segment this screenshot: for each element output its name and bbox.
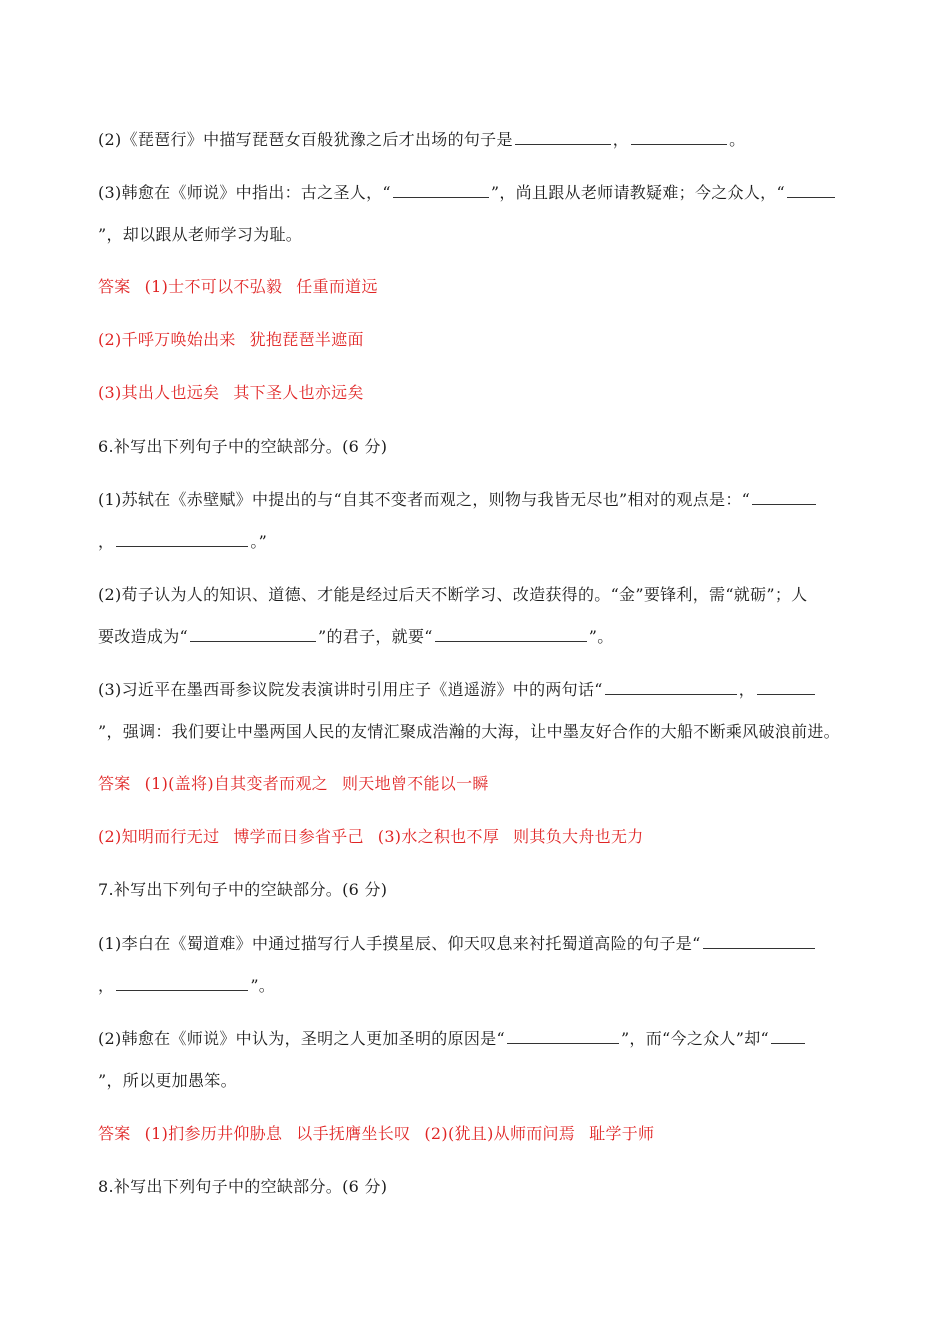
q5-answer-line3: (3)其出人也远矣 其下圣人也亦远矣 [98,383,364,402]
blank-field[interactable] [703,936,815,949]
q5-part2: (2)《琵琶行》中描写琵琶女百般犹豫之后才出场的句子是 ， 。 [98,130,746,149]
blank-field[interactable] [605,682,737,695]
q8-title: 8.补写出下列句子中的空缺部分。(6 分) [98,1177,388,1196]
blank-field[interactable] [393,185,489,198]
blank-field[interactable] [116,978,248,991]
q7-part1-line1: (1)李白在《蜀道难》中通过描写行人手摸星辰、仰天叹息来衬托蜀道高险的句子是“ [98,934,817,954]
q7-part1-line2: ， ”。 [98,976,276,995]
blank-field[interactable] [752,492,816,505]
blank-field[interactable] [771,1031,805,1044]
q7-title: 7.补写出下列句子中的空缺部分。(6 分) [98,880,388,899]
blank-field[interactable] [507,1031,619,1044]
blank-field[interactable] [435,629,587,642]
q7-part2-line1: (2)韩愈在《师说》中认为，圣明之人更加圣明的原因是“ ”，而“今之众人”却“ [98,1029,807,1049]
q6-part2-line2: 要改造成为“ ”的君子，就要“ ”。 [98,627,614,646]
q6-title: 6.补写出下列句子中的空缺部分。(6 分) [98,437,388,456]
q5-answer-line1: 答案 (1)士不可以不弘毅 任重而道远 [98,277,378,296]
answer-label: 答案 [98,1124,131,1143]
q5-answer-line2: (2)千呼万唤始出来 犹抱琵琶半遮面 [98,330,364,349]
q6-answer-line2: (2)知明而行无过 博学而日参省乎己 (3)水之积也不厚 则其负大舟也无力 [98,827,644,846]
q6-part3-line2: ”，强调：我们要让中墨两国人民的友情汇聚成浩瀚的大海，让中墨友好合作的大船不断乘风破浪前进。 [98,722,840,741]
q5-part2-text: (2)《琵琶行》中描写琵琶女百般犹豫之后才出场的句子是 [98,130,513,149]
q5-part3-line2: ”，却以跟从老师学习为耻。 [98,225,303,244]
q6-part3-line1: (3)习近平在墨西哥参议院发表演讲时引用庄子《逍遥游》中的两句话“ ， [98,680,817,700]
q6-part1-line2: ， 。” [98,532,268,551]
blank-field[interactable] [190,629,316,642]
blank-field[interactable] [787,185,835,198]
q5-part3-line1: (3)韩愈在《师说》中指出：古之圣人，“ ”，尚且跟从老师请教疑难；今之众人，“ [98,183,837,203]
blank-field[interactable] [116,534,248,547]
blank-field[interactable] [631,132,727,145]
blank-field[interactable] [757,682,815,695]
blank-field[interactable] [515,132,611,145]
q6-answer-line1: 答案 (1)(盖将)自其变者而观之 则天地曾不能以一瞬 [98,774,489,793]
answer-label: 答案 [98,774,131,793]
q6-part2-line1: (2)荀子认为人的知识、道德、才能是经过后天不断学习、改造获得的。“金”要锋利，需“就砺”；人 [98,585,808,604]
q7-answer-line: 答案 (1)扪参历井仰胁息 以手抚膺坐长叹 (2)(犹且)从师而问焉 耻学于师 [98,1124,655,1143]
q7-part2-line2: ”，所以更加愚笨。 [98,1071,237,1090]
q6-part1-line1: (1)苏轼在《赤壁赋》中提出的与“自其不变者而观之，则物与我皆无尽也”相对的观点是：“ [98,490,818,510]
answer-label: 答案 [98,277,131,296]
